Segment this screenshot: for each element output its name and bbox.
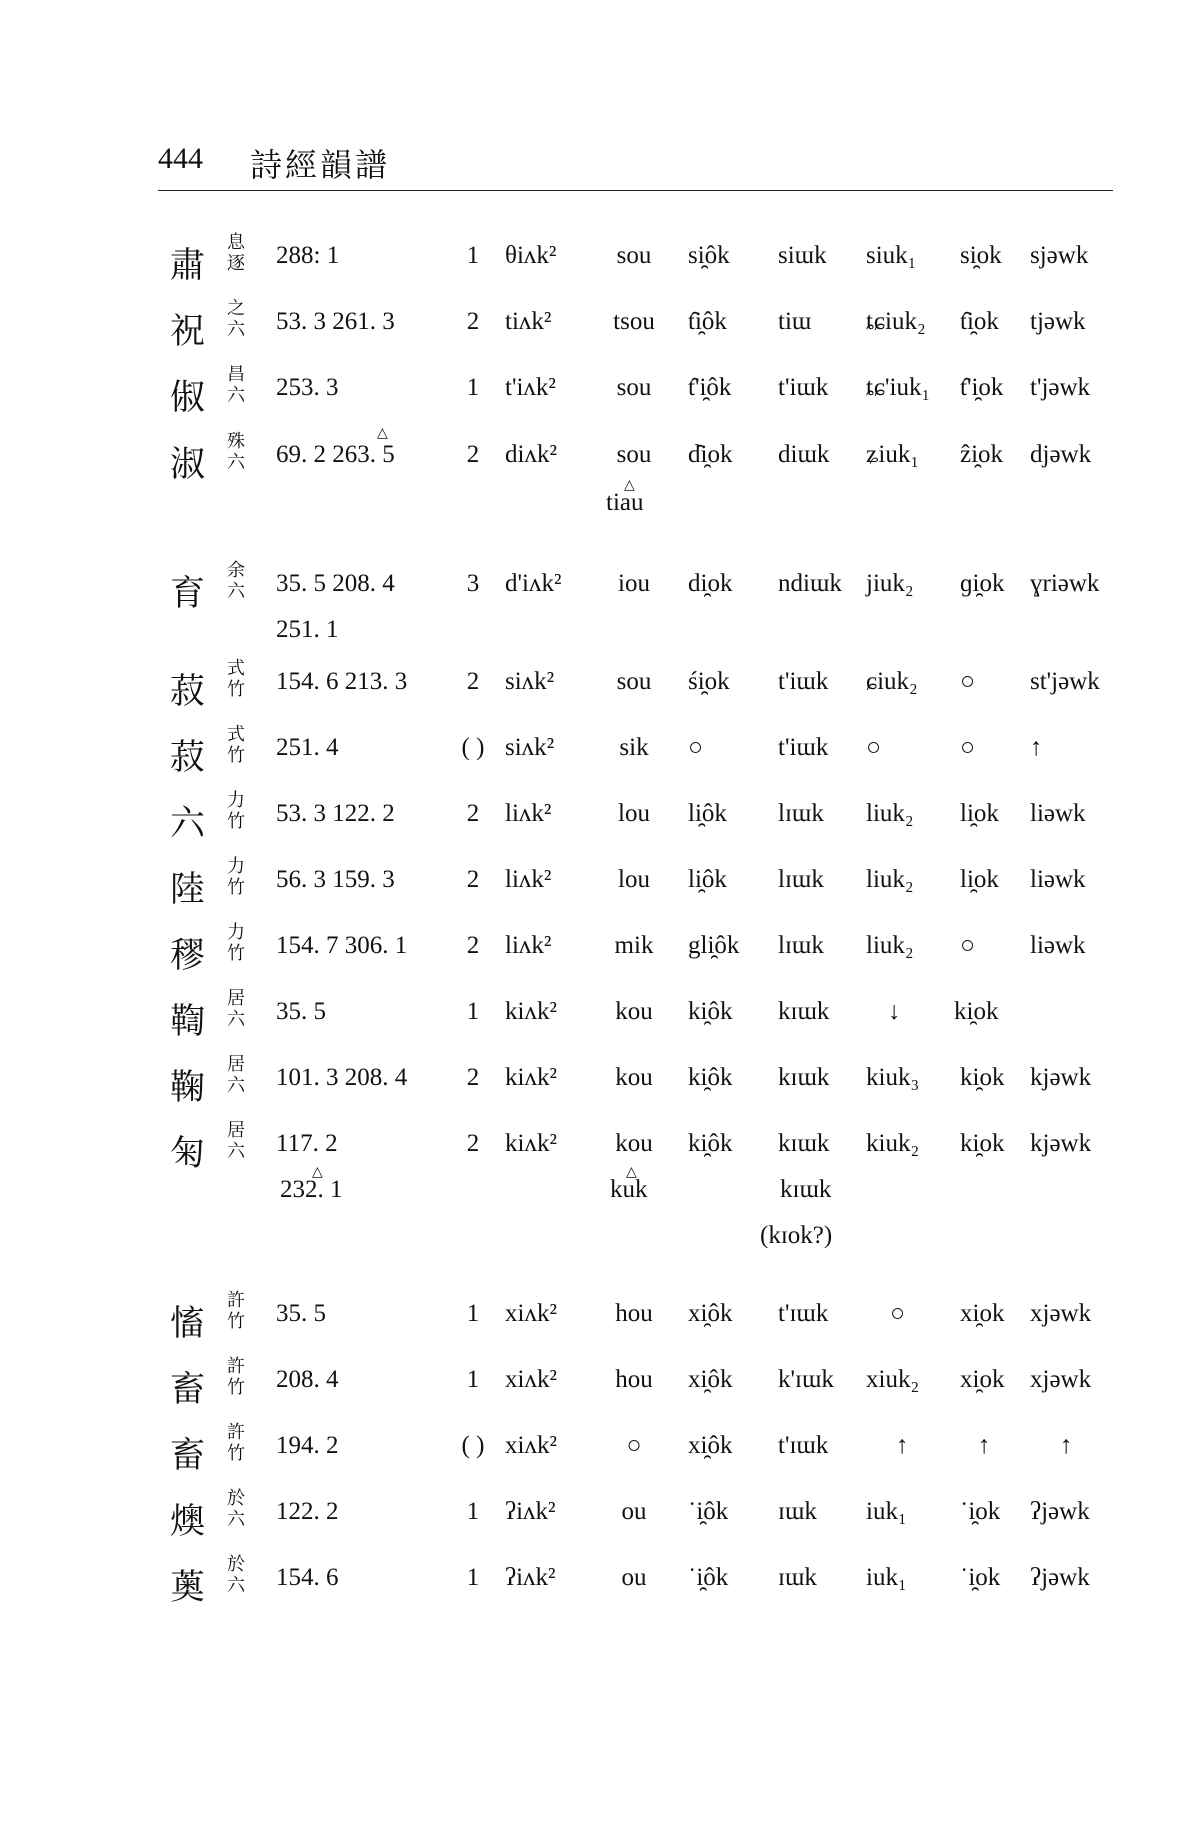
- table-row: [0, 1554, 1200, 1620]
- reading-g: tjəwk: [1030, 308, 1086, 335]
- reading-d: t'iɯk: [778, 734, 829, 761]
- group: 1: [466, 374, 480, 401]
- reading-d: kɪɯk: [778, 998, 830, 1025]
- reading-c: t̑'i̯ôk: [688, 374, 732, 401]
- table-row: [0, 1290, 1200, 1356]
- reading-f: ki̯ok: [960, 1064, 1005, 1091]
- reading-f: ẑi̯ok: [960, 441, 1004, 468]
- table-row: [0, 232, 1200, 298]
- reading-d: k'ɪɯk: [778, 1366, 834, 1393]
- reading-e: ↑: [896, 1432, 909, 1459]
- fanqie: 昌 六: [227, 364, 245, 406]
- reading-b: kou: [615, 1130, 653, 1157]
- table-row: [0, 1120, 1200, 1266]
- group: 2: [466, 1130, 480, 1157]
- reading-c: ˙i̯ôk: [688, 1564, 729, 1591]
- reading-f: ki̯ok: [960, 1130, 1005, 1157]
- reading-f: li̯ok: [960, 866, 999, 893]
- reading-c: si̯ôk: [688, 242, 730, 269]
- reading-a: tiʌk²: [505, 308, 552, 335]
- table-row: [0, 922, 1200, 988]
- reading-c: ki̯ôk: [688, 1064, 733, 1091]
- reading-g: sjəwk: [1030, 242, 1089, 269]
- fanqie: 居 六: [227, 1054, 245, 1096]
- reading-b: sou: [616, 668, 652, 695]
- reading-f: ↑: [978, 1432, 991, 1459]
- reading-a: liʌk²: [505, 932, 552, 959]
- reading-f: ɡi̯ok: [960, 570, 1005, 597]
- refs: 288: 1: [276, 242, 340, 269]
- header-rule: [158, 190, 1113, 191]
- refs: 53. 3 122. 2: [276, 800, 395, 827]
- table-row: [0, 1054, 1200, 1120]
- reading-b: tsou: [613, 308, 655, 335]
- reading-f: ˙i̯ok: [960, 1498, 1001, 1525]
- reading-a: kiʌk²: [505, 1130, 557, 1157]
- reading-b: iou: [618, 570, 650, 597]
- refs: 53. 3 261. 3: [276, 308, 395, 335]
- reading-c: ˙i̯ôk: [688, 1498, 729, 1525]
- table-row: [0, 724, 1200, 790]
- reading-a: ʔiʌk²: [505, 1564, 556, 1591]
- refs: 253. 3: [276, 374, 339, 401]
- reading-d: t'iɯk: [778, 374, 829, 401]
- reading-e: kiuk₂: [866, 1130, 920, 1157]
- reading-a: t'iʌk²: [505, 374, 556, 401]
- table-row: [0, 1488, 1200, 1554]
- refs: 35. 5: [276, 998, 326, 1025]
- table-row: [0, 560, 1200, 656]
- reading-c: gli̯ôk: [688, 932, 740, 959]
- group: ( ): [461, 734, 485, 761]
- table-row: [0, 856, 1200, 922]
- reading-e: ʑiuk₁: [866, 441, 920, 468]
- fanqie: 力 竹: [227, 922, 245, 964]
- fanqie: 殊 六: [227, 431, 245, 473]
- character: 燠: [170, 1502, 206, 1542]
- reading-d: siɯk: [778, 242, 827, 269]
- character: 淑: [170, 445, 206, 485]
- reading-g: ɣriəwk: [1030, 570, 1100, 597]
- reading-e: ȶɕ'iuk₁: [866, 374, 931, 401]
- reading-e: liuk₂: [866, 800, 914, 827]
- refs: 194. 2: [276, 1432, 339, 1459]
- character: 祝: [170, 312, 206, 352]
- reading-e: jiuk₂: [866, 570, 914, 597]
- reading-a: xiʌk²: [505, 1300, 557, 1327]
- character: 慉: [170, 1304, 206, 1344]
- reading-b: lou: [618, 866, 650, 893]
- table-row: [0, 298, 1200, 364]
- fanqie: 許 竹: [227, 1356, 245, 1398]
- group: 1: [466, 242, 480, 269]
- reading-b: ou: [621, 1498, 647, 1525]
- fanqie: 居 六: [227, 1120, 245, 1162]
- group: 1: [466, 1300, 480, 1327]
- group: 1: [466, 1498, 480, 1525]
- reading-d: ɪɯk: [778, 1564, 817, 1591]
- group: 1: [466, 1366, 480, 1393]
- reading-f: ○: [960, 668, 976, 695]
- refs: 154. 6 213. 3: [276, 668, 408, 695]
- reading-b: kou: [615, 1064, 653, 1091]
- reading-e: ɕiuk₂: [866, 668, 918, 695]
- reading-b-alt: tiau: [606, 489, 644, 516]
- reading-a: kiʌk²: [505, 998, 557, 1025]
- fanqie: 居 六: [227, 988, 245, 1030]
- refs: 69. 2 263. 5: [276, 441, 395, 468]
- reading-d: diɯk: [778, 441, 830, 468]
- triangle-mark-icon: △: [624, 477, 635, 493]
- reading-e: xiuk₂: [866, 1366, 920, 1393]
- reading-c: xi̯ôk: [688, 1432, 733, 1459]
- character: 畜: [170, 1370, 206, 1410]
- reading-c: śi̯ok: [688, 668, 730, 695]
- table-row: [0, 425, 1200, 527]
- reading-g: ↑: [1030, 734, 1043, 761]
- refs: 101. 3 208. 4: [276, 1064, 408, 1091]
- reading-g: liəwk: [1030, 866, 1086, 893]
- group: 2: [466, 866, 480, 893]
- reading-f: ○: [960, 734, 976, 761]
- character: 鞠: [170, 1068, 206, 1108]
- reading-f: t̑i̯ok: [960, 308, 999, 335]
- reading-d: kɪɯk: [778, 1064, 830, 1091]
- reading-e: ↓: [888, 998, 901, 1025]
- reading-c: t̑i̯ôk: [688, 308, 727, 335]
- reading-a: diʌk²: [505, 441, 557, 468]
- reading-a: θiʌk²: [505, 242, 557, 269]
- triangle-mark-icon: △: [312, 1164, 323, 1180]
- fanqie: 許 竹: [227, 1290, 245, 1332]
- reading-g: ʔjəwk: [1030, 1564, 1090, 1591]
- reading-g: ʔjəwk: [1030, 1498, 1090, 1525]
- reading-b: lou: [618, 800, 650, 827]
- character: 育: [170, 574, 206, 614]
- fanqie: 力 竹: [227, 856, 245, 898]
- reading-e: liuk₂: [866, 866, 914, 893]
- character: 匊: [170, 1134, 206, 1174]
- fanqie: 之 六: [227, 298, 245, 340]
- refs: 122. 2: [276, 1498, 339, 1525]
- character: 陸: [170, 870, 206, 910]
- group: ( ): [461, 1432, 485, 1459]
- character: 薁: [170, 1568, 206, 1608]
- character: 畜: [170, 1436, 206, 1476]
- reading-a: d'iʌk²: [505, 570, 562, 597]
- reading-b: sou: [616, 374, 652, 401]
- group: 2: [466, 932, 480, 959]
- reading-f: t̑'i̯ok: [960, 374, 1004, 401]
- reading-f: si̯ok: [960, 242, 1002, 269]
- refs-continued: 251. 1: [276, 616, 339, 643]
- reading-b: sou: [616, 441, 652, 468]
- table-row: [0, 790, 1200, 856]
- table-row: [0, 1356, 1200, 1422]
- reading-c: li̯ôk: [688, 866, 727, 893]
- fanqie: 於 六: [227, 1554, 245, 1596]
- refs: 251. 4: [276, 734, 339, 761]
- reading-c: ○: [688, 734, 704, 761]
- reading-g: liəwk: [1030, 800, 1086, 827]
- reading-b-alt: kuk: [610, 1176, 648, 1203]
- reading-g: djəwk: [1030, 441, 1092, 468]
- reading-e: liuk₂: [866, 932, 914, 959]
- refs: 117. 2: [276, 1130, 338, 1157]
- group: 2: [466, 1064, 480, 1091]
- reading-d: kɪɯk: [778, 1130, 830, 1157]
- reading-a: xiʌk²: [505, 1366, 557, 1393]
- reading-e: iuk₁: [866, 1564, 907, 1591]
- reading-g: t'jəwk: [1030, 374, 1091, 401]
- fanqie: 余 六: [227, 560, 245, 602]
- group: 1: [466, 998, 480, 1025]
- reading-f: xi̯ok: [960, 1366, 1005, 1393]
- character: 俶: [170, 378, 206, 418]
- reading-a: liʌk²: [505, 866, 552, 893]
- reading-f: li̯ok: [960, 800, 999, 827]
- reading-g: ↑: [1060, 1432, 1073, 1459]
- reading-d: lɪɯk: [778, 932, 824, 959]
- refs: 154. 7 306. 1: [276, 932, 408, 959]
- reading-c: di̯ok: [688, 570, 733, 597]
- reading-d: ɪɯk: [778, 1498, 817, 1525]
- reading-e: iuk₁: [866, 1498, 907, 1525]
- fanqie: 力 竹: [227, 790, 245, 832]
- reading-d: t'ɪɯk: [778, 1432, 829, 1459]
- table-row: [0, 658, 1200, 724]
- reading-e: ȶɕiuk₂: [866, 308, 926, 335]
- reading-c: d̑i̯ok: [688, 441, 733, 468]
- reading-a: xiʌk²: [505, 1432, 557, 1459]
- reading-a: liʌk²: [505, 800, 552, 827]
- reading-a: kiʌk²: [505, 1064, 557, 1091]
- reading-c: xi̯ôk: [688, 1300, 733, 1327]
- character: 菽: [170, 672, 206, 712]
- reading-d: tiɯ: [778, 308, 812, 335]
- page-header: [158, 140, 1113, 190]
- table-row: [0, 988, 1200, 1054]
- reading-a: siʌk²: [505, 668, 555, 695]
- reading-f: xi̯ok: [960, 1300, 1005, 1327]
- refs: 35. 5 208. 4: [276, 570, 395, 597]
- reading-g: xjəwk: [1030, 1366, 1092, 1393]
- reading-d: lɪɯk: [778, 866, 824, 893]
- page-number: 444: [158, 142, 203, 175]
- character: 菽: [170, 738, 206, 778]
- reading-g: kjəwk: [1030, 1064, 1092, 1091]
- reading-d: lɪɯk: [778, 800, 824, 827]
- reading-g: liəwk: [1030, 932, 1086, 959]
- reading-b: ou: [621, 1564, 647, 1591]
- character: 六: [170, 804, 206, 844]
- refs: 35. 5: [276, 1300, 326, 1327]
- refs: 56. 3 159. 3: [276, 866, 395, 893]
- refs: 154. 6: [276, 1564, 339, 1591]
- reading-d: t'ɪɯk: [778, 1300, 829, 1327]
- character: 肅: [170, 246, 206, 286]
- reading-b: hou: [615, 1366, 653, 1393]
- fanqie: 息 逐: [227, 232, 245, 274]
- reading-b: sik: [619, 734, 649, 761]
- fanqie: 式 竹: [227, 724, 245, 766]
- table-row: [0, 364, 1200, 430]
- reading-d-note: (kɪok?): [760, 1222, 833, 1249]
- reading-c: ki̯ôk: [688, 998, 733, 1025]
- reading-g: kjəwk: [1030, 1130, 1092, 1157]
- character: 穋: [170, 936, 206, 976]
- triangle-mark-icon: △: [626, 1164, 637, 1180]
- reading-f: ki̯ok: [954, 998, 999, 1025]
- reading-e: ○: [890, 1300, 906, 1327]
- refs: 208. 4: [276, 1366, 339, 1393]
- reading-a: ʔiʌk²: [505, 1498, 556, 1525]
- reading-c: xi̯ôk: [688, 1366, 733, 1393]
- reading-d: t'iɯk: [778, 668, 829, 695]
- character: 鞫: [170, 1002, 206, 1042]
- reading-d: ndiɯk: [778, 570, 842, 597]
- reading-e: kiuk₃: [866, 1064, 920, 1091]
- fanqie: 許 竹: [227, 1422, 245, 1464]
- group: 2: [466, 308, 480, 335]
- fanqie: 於 六: [227, 1488, 245, 1530]
- reading-b: hou: [615, 1300, 653, 1327]
- triangle-mark-icon: △: [377, 425, 388, 441]
- table-row: [0, 1422, 1200, 1488]
- reading-d-alt: kɪɯk: [780, 1176, 832, 1203]
- group: 2: [466, 441, 480, 468]
- reading-g: st'jəwk: [1030, 668, 1100, 695]
- reading-c: li̯ôk: [688, 800, 727, 827]
- reading-b: ○: [626, 1432, 642, 1459]
- group: 3: [466, 570, 480, 597]
- reading-b: mik: [614, 932, 654, 959]
- reading-f: ˙i̯ok: [960, 1564, 1001, 1591]
- reading-f: ○: [960, 932, 976, 959]
- reading-e: ○: [866, 734, 882, 761]
- reading-g: xjəwk: [1030, 1300, 1092, 1327]
- reading-a: siʌk²: [505, 734, 555, 761]
- book-title: 詩經韻譜: [250, 146, 391, 184]
- group: 2: [466, 668, 480, 695]
- reading-b: sou: [616, 242, 652, 269]
- reading-e: siuk₁: [866, 242, 917, 269]
- reading-c: ki̯ôk: [688, 1130, 733, 1157]
- group: 2: [466, 800, 480, 827]
- fanqie: 式 竹: [227, 658, 245, 700]
- group: 1: [466, 1564, 480, 1591]
- refs-continued: 232. 1: [280, 1176, 343, 1203]
- reading-b: kou: [615, 998, 653, 1025]
